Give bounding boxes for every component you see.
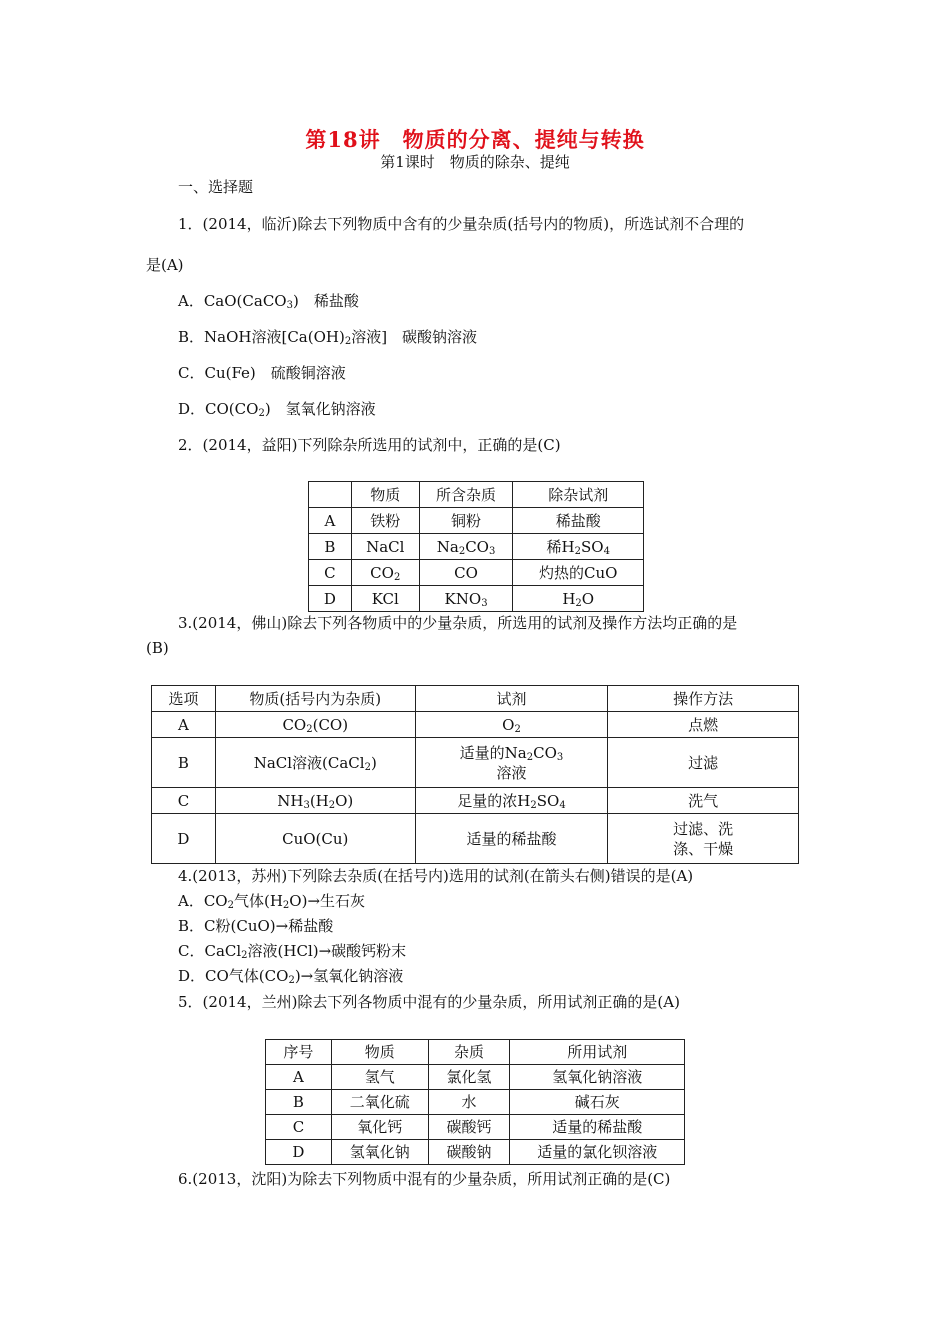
q4-option-a: A．$CO_2$气体$(H_2O)\to$生石灰 xyxy=(178,892,366,911)
table-header-row xyxy=(266,1040,685,1065)
table-cell: $CO_2$ xyxy=(351,560,419,586)
q4-option-c: C．CaCl$_2$溶液(HCl)→碳酸钙粉末 xyxy=(178,942,407,961)
q3-stem-line2: (B) xyxy=(146,639,169,657)
table-cell: 适量的稀盐酸 xyxy=(415,814,608,864)
table-cell: 适量的稀盐酸 xyxy=(510,1115,685,1140)
table-cell: 氧化钙 xyxy=(331,1115,428,1140)
q5-stem: 5．(2014，兰州)除去下列各物质中混有的少量杂质，所用试剂正确的是(A) xyxy=(178,993,680,1011)
table-cell: D xyxy=(266,1140,332,1165)
table-cell: 足量的浓$H_2SO_4$ xyxy=(415,788,608,814)
table-cell: 铁粉 xyxy=(351,508,419,534)
table-cell: C xyxy=(309,560,352,586)
table-cell: 点燃 xyxy=(608,712,799,738)
table-cell: D xyxy=(309,586,352,612)
table-cell: 水 xyxy=(428,1090,510,1115)
table-cell: 灼热的CuO xyxy=(513,560,644,586)
q1-option-d: D．$CO(CO_2)$ 氢氧化钠溶液 xyxy=(178,400,376,419)
table-cell: 铜粉 xyxy=(419,508,513,534)
section-heading: 一、选择题 xyxy=(178,178,254,196)
table-cell: 二氧化硫 xyxy=(331,1090,428,1115)
table-cell: 碳酸钙 xyxy=(428,1115,510,1140)
table-row xyxy=(266,1090,685,1115)
table-row xyxy=(266,1140,685,1165)
table-header-cell: 序号 xyxy=(266,1040,332,1065)
table-cell: 氢气 xyxy=(331,1065,428,1090)
q2-stem: 2．(2014，益阳)下列除杂所选用的试剂中，正确的是(C) xyxy=(178,436,561,454)
table-cell: $Na_2CO_3$ xyxy=(419,534,513,560)
page-title: 第18讲 物质的分离、提纯与转换 xyxy=(305,127,645,152)
table-cell: NaCl溶液(CaCl$_2$) xyxy=(215,738,415,788)
table-header-cell: 物质 xyxy=(351,482,419,508)
table-cell: CO xyxy=(419,560,513,586)
page-subtitle: 第1课时 物质的除杂、提纯 xyxy=(380,153,570,171)
table-row xyxy=(309,534,644,560)
q1-option-a: A．CaO(CaCO$_3$) 稀盐酸 xyxy=(178,292,359,311)
q1-option-b: B．NaOH溶液[$Ca(OH)_2$溶液] 碳酸钠溶液 xyxy=(178,328,478,347)
table-header-cell: 所用试剂 xyxy=(510,1040,685,1065)
table-header-cell: 除杂试剂 xyxy=(513,482,644,508)
table-cell: 碳酸钠 xyxy=(428,1140,510,1165)
table-cell: $KNO_3$ xyxy=(419,586,513,612)
table-cell: D xyxy=(152,814,216,864)
table-cell: $H_2O$ xyxy=(513,586,644,612)
table-cell: $CO_2(CO)$ xyxy=(215,712,415,738)
table-cell: A xyxy=(309,508,352,534)
q1-stem-line2: 是(A) xyxy=(146,256,184,274)
table-row xyxy=(152,738,799,788)
table-row xyxy=(309,586,644,612)
table-cell: NaCl xyxy=(351,534,419,560)
table-cell: B xyxy=(152,738,216,788)
table-header-cell: 所含杂质 xyxy=(419,482,513,508)
table-header-row xyxy=(152,686,799,712)
table-cell: CuO(Cu) xyxy=(215,814,415,864)
q4-stem: 4.(2013，苏州)下列除去杂质(在括号内)选用的试剂(在箭头右侧)错误的是(A) xyxy=(178,867,694,885)
q3-table xyxy=(151,685,799,864)
table-row xyxy=(266,1065,685,1090)
table-cell: A xyxy=(266,1065,332,1090)
table-row xyxy=(152,814,799,864)
table-cell: 过滤、洗 涤、干燥 xyxy=(608,814,799,864)
table-cell: 洗气 xyxy=(608,788,799,814)
table-cell: B xyxy=(309,534,352,560)
table-cell: KCl xyxy=(351,586,419,612)
q1-stem-line1: 1．(2014，临沂)除去下列物质中含有的少量杂质(括号内的物质)，所选试剂不合理的 xyxy=(178,215,745,233)
table-row xyxy=(309,560,644,586)
table-row xyxy=(266,1115,685,1140)
table-cell: 稀盐酸 xyxy=(513,508,644,534)
table-cell: 碱石灰 xyxy=(510,1090,685,1115)
table-cell: A xyxy=(152,712,216,738)
table-cell: B xyxy=(266,1090,332,1115)
q3-stem-line1: 3.(2014，佛山)除去下列各物质中的少量杂质，所选用的试剂及操作方法均正确的是 xyxy=(178,614,738,632)
table-cell: 氢氧化钠 xyxy=(331,1140,428,1165)
table-header-cell xyxy=(309,482,352,508)
table-header-cell: 试剂 xyxy=(415,686,608,712)
table-header-cell: 物质(括号内为杂质) xyxy=(215,686,415,712)
table-header-cell: 物质 xyxy=(331,1040,428,1065)
table-header-cell: 操作方法 xyxy=(608,686,799,712)
table-cell: 过滤 xyxy=(608,738,799,788)
table-cell: 适量的氯化钡溶液 xyxy=(510,1140,685,1165)
table-cell: 氢氧化钠溶液 xyxy=(510,1065,685,1090)
table-cell: 氯化氢 xyxy=(428,1065,510,1090)
q6-stem: 6.(2013，沈阳)为除去下列物质中混有的少量杂质，所用试剂正确的是(C) xyxy=(178,1170,671,1188)
table-header-cell: 选项 xyxy=(152,686,216,712)
table-cell: 适量的$Na_2CO_3$ 溶液 xyxy=(415,738,608,788)
table-header-row xyxy=(309,482,644,508)
table-row xyxy=(152,788,799,814)
q2-table xyxy=(308,481,644,612)
table-header-cell: 杂质 xyxy=(428,1040,510,1065)
table-row xyxy=(309,508,644,534)
table-cell: $O_2$ xyxy=(415,712,608,738)
q4-option-b: B．C粉(CuO)→稀盐酸 xyxy=(178,917,334,935)
q1-option-c: C．Cu(Fe) 硫酸铜溶液 xyxy=(178,364,346,382)
table-row xyxy=(152,712,799,738)
q4-option-d: D．CO气体$(CO_2)\to$氢氧化钠溶液 xyxy=(178,967,404,986)
table-cell: 稀$H_2SO_4$ xyxy=(513,534,644,560)
table-cell: C xyxy=(152,788,216,814)
q5-table xyxy=(265,1039,685,1165)
table-cell: C xyxy=(266,1115,332,1140)
table-cell: $NH_3(H_2O)$ xyxy=(215,788,415,814)
